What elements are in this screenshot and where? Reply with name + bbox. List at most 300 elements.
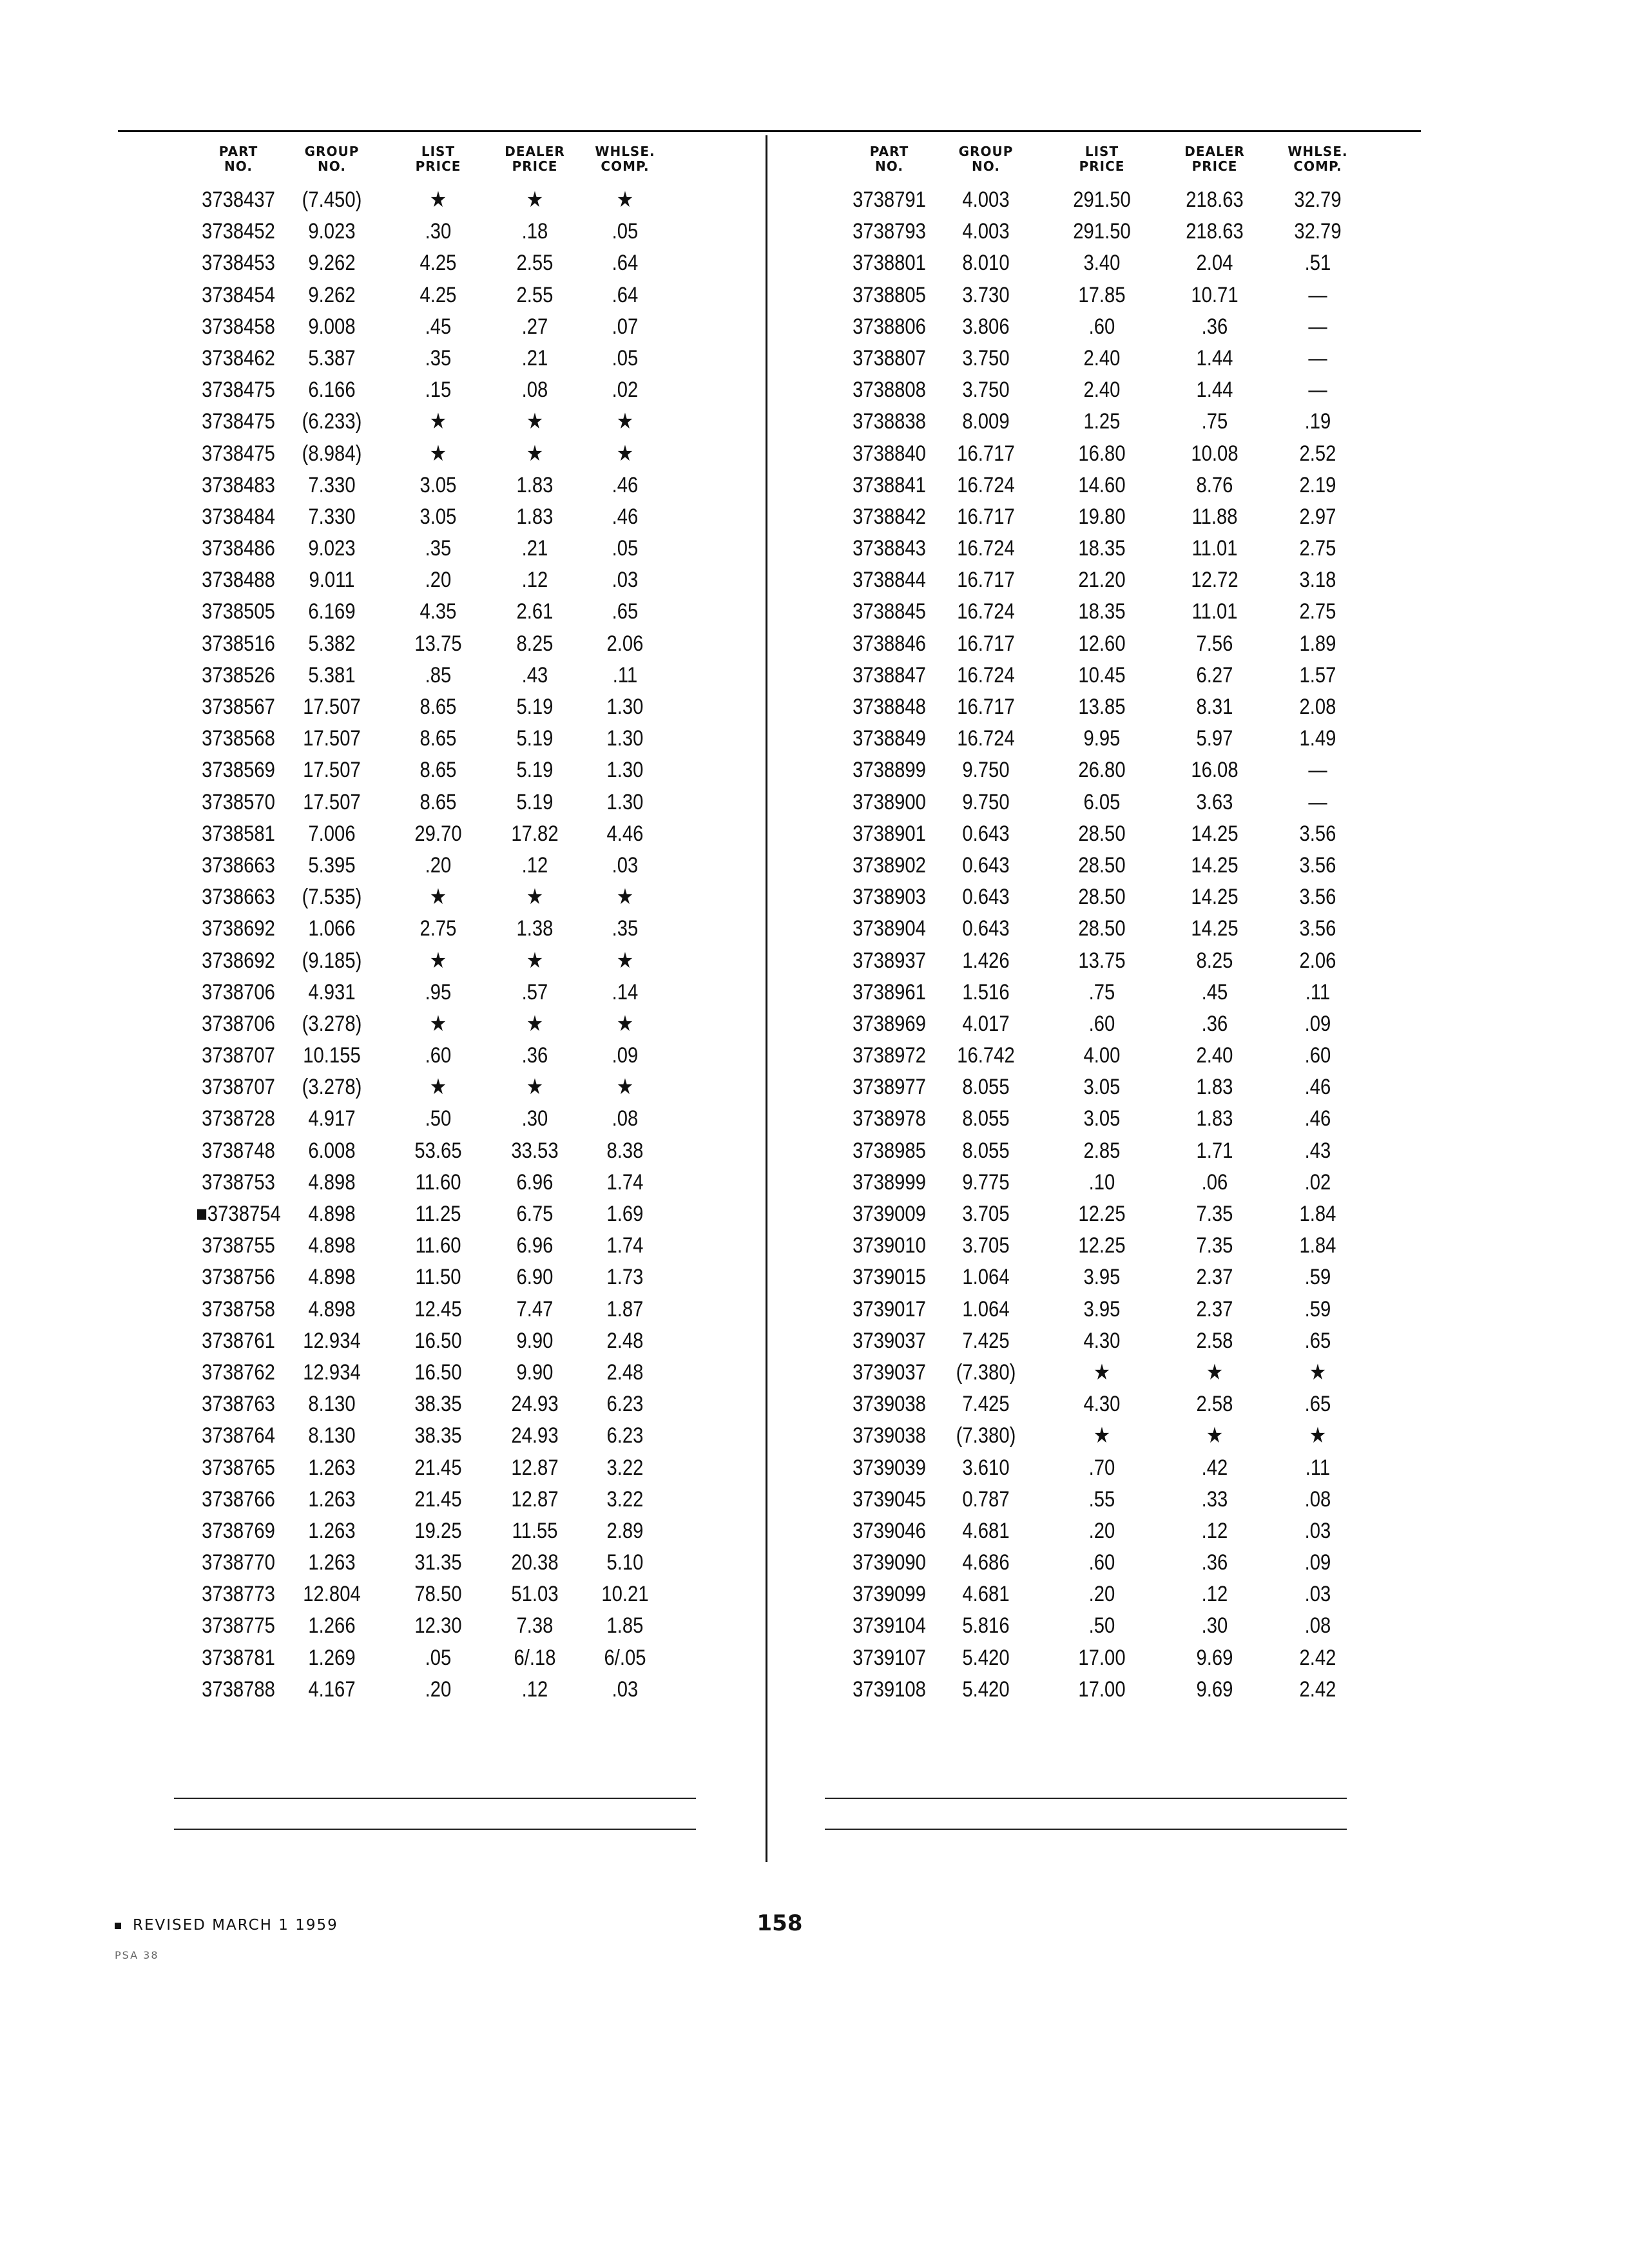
whlse-comp-cell: 1.30 — [606, 726, 644, 751]
whlse-comp-cell: 3.56 — [1299, 916, 1336, 941]
group-no-cell: 16.724 — [957, 662, 1015, 687]
part-no-cell: 3738706 — [202, 979, 275, 1004]
part-no-cell: 3739046 — [853, 1518, 926, 1543]
part-no-cell: 3738842 — [853, 504, 926, 529]
header-whlse-comp: WHLSE. COMP. — [1287, 144, 1348, 174]
list-price-cell: .60 — [1088, 314, 1115, 339]
dealer-price-cell: 6.90 — [516, 1265, 554, 1290]
group-no-cell: 16.717 — [957, 504, 1015, 529]
group-no-cell: 17.507 — [303, 789, 361, 814]
part-no-cell: 3738903 — [853, 885, 926, 910]
dealer-price-cell: 11.88 — [1191, 504, 1238, 529]
list-price-cell: .50 — [1088, 1613, 1115, 1639]
group-no-cell: 9.023 — [308, 536, 356, 561]
table-row — [825, 1040, 1379, 1072]
whlse-comp-cell: .46 — [1304, 1106, 1331, 1131]
whlse-comp-cell: .46 — [612, 504, 639, 529]
dealer-price-cell: 2.61 — [516, 599, 554, 624]
part-no-cell: 3738769 — [202, 1518, 275, 1543]
part-no-cell: 3738791 — [853, 187, 926, 212]
whlse-comp-cell: ★ — [616, 948, 634, 973]
group-no-cell: 16.724 — [957, 726, 1015, 751]
list-price-cell: 38.35 — [414, 1392, 462, 1417]
dealer-price-cell: 1.38 — [516, 916, 554, 941]
table-row — [825, 438, 1379, 470]
table-row — [174, 1325, 709, 1357]
whlse-comp-cell: ★ — [616, 885, 634, 910]
group-no-cell: 7.330 — [308, 504, 356, 529]
table-row — [174, 818, 709, 850]
dealer-price-cell: 6.96 — [516, 1169, 554, 1195]
part-no-cell: 3738486 — [202, 536, 275, 561]
list-price-cell: 14.60 — [1078, 472, 1126, 497]
part-no-cell: 3738462 — [202, 345, 275, 370]
whlse-comp-cell: .64 — [612, 282, 639, 307]
part-no-cell: 3738458 — [202, 314, 275, 339]
right-table-body — [825, 184, 1379, 1706]
group-no-cell: (7.380) — [956, 1360, 1016, 1385]
table-row — [174, 1230, 709, 1262]
part-no-cell: 3738762 — [202, 1360, 275, 1385]
table-row — [174, 1072, 709, 1103]
column-divider — [766, 135, 767, 1862]
list-price-cell: 4.00 — [1083, 1043, 1121, 1068]
whlse-comp-cell: 1.84 — [1299, 1233, 1336, 1258]
dealer-price-cell: 7.47 — [516, 1296, 554, 1321]
group-no-cell: (7.380) — [956, 1423, 1016, 1448]
list-price-cell: .95 — [425, 979, 452, 1004]
part-no-cell: 3738755 — [202, 1233, 275, 1258]
part-no-cell: 3738841 — [853, 472, 926, 497]
part-no-cell: 3738692 — [202, 948, 275, 973]
whlse-comp-cell: 1.30 — [606, 758, 644, 783]
dealer-price-cell: 8.31 — [1196, 695, 1233, 719]
table-row — [825, 1357, 1379, 1389]
list-price-cell: 21.20 — [1078, 568, 1126, 593]
table-row — [174, 1642, 709, 1674]
list-price-cell: 28.50 — [1078, 885, 1126, 910]
group-no-cell: (7.450) — [302, 187, 362, 212]
part-no-cell: 3738999 — [853, 1169, 926, 1195]
table-row — [825, 818, 1379, 850]
list-price-cell: 3.05 — [419, 472, 457, 497]
right-table-header — [825, 144, 1379, 184]
blank-rule-line — [825, 1829, 1347, 1830]
dealer-price-cell: 2.55 — [516, 251, 554, 276]
whlse-comp-cell: — — [1308, 345, 1327, 370]
list-price-cell: 4.25 — [419, 282, 457, 307]
whlse-comp-cell: ★ — [616, 1011, 634, 1036]
part-no-cell: 3738569 — [202, 758, 275, 783]
whlse-comp-cell: .65 — [612, 599, 639, 624]
group-no-cell: 1.064 — [962, 1296, 1010, 1321]
whlse-comp-cell: — — [1308, 789, 1327, 814]
list-price-cell: 13.75 — [414, 631, 462, 656]
table-row — [825, 533, 1379, 564]
table-row — [825, 216, 1379, 247]
list-price-cell: 28.50 — [1078, 821, 1126, 846]
dealer-price-cell: 218.63 — [1186, 219, 1244, 244]
table-row — [825, 1452, 1379, 1484]
list-price-cell: 13.85 — [1078, 695, 1126, 719]
group-no-cell: 4.898 — [308, 1169, 356, 1195]
whlse-comp-cell: 32.79 — [1294, 187, 1342, 212]
list-price-cell: 8.65 — [419, 695, 457, 719]
group-no-cell: (3.278) — [302, 1011, 362, 1036]
group-no-cell: 8.010 — [962, 251, 1010, 276]
group-no-cell: 16.742 — [957, 1043, 1015, 1068]
group-no-cell: 9.775 — [962, 1169, 1010, 1195]
whlse-comp-cell: .35 — [612, 916, 639, 941]
group-no-cell: 4.686 — [962, 1550, 1010, 1575]
dealer-price-cell: ★ — [526, 885, 544, 910]
table-row — [174, 184, 709, 216]
header-list-price: LIST PRICE — [415, 144, 461, 174]
left-table-body — [174, 184, 709, 1706]
table-row — [825, 913, 1379, 945]
part-no-cell: 3738766 — [202, 1486, 275, 1512]
list-price-cell: 2.40 — [1083, 345, 1121, 370]
dealer-price-cell: 2.40 — [1196, 1043, 1233, 1068]
list-price-cell: 12.25 — [1078, 1202, 1126, 1226]
part-no-cell: 3738758 — [202, 1296, 275, 1321]
dealer-price-cell: .57 — [521, 979, 548, 1004]
list-price-cell: .70 — [1088, 1455, 1115, 1480]
part-no-cell: 3738899 — [853, 758, 926, 783]
dealer-price-cell: 1.83 — [1196, 1106, 1233, 1131]
list-price-cell: 26.80 — [1078, 758, 1126, 783]
part-no-cell: 3738707 — [202, 1075, 275, 1100]
list-price-cell: ★ — [1093, 1423, 1111, 1448]
group-no-cell: 12.934 — [303, 1328, 361, 1353]
dealer-price-cell: .33 — [1201, 1486, 1228, 1512]
list-price-cell: 18.35 — [1078, 599, 1126, 624]
whlse-comp-cell: 10.21 — [601, 1582, 649, 1607]
header-part-no: PART NO. — [218, 144, 258, 174]
list-price-cell: 6.05 — [1083, 789, 1121, 814]
table-row — [825, 311, 1379, 343]
group-no-cell: 7.330 — [308, 472, 356, 497]
whlse-comp-cell: 3.18 — [1299, 568, 1336, 593]
part-no-cell: 3738805 — [853, 282, 926, 307]
group-no-cell: 3.730 — [962, 282, 1010, 307]
group-no-cell: (7.535) — [302, 885, 362, 910]
dealer-price-cell: .06 — [1201, 1169, 1228, 1195]
dealer-price-cell: 11.55 — [512, 1518, 558, 1543]
part-no-cell: 3738788 — [202, 1677, 275, 1702]
whlse-comp-cell: .11 — [1305, 979, 1331, 1004]
list-price-cell: 3.05 — [1083, 1106, 1121, 1131]
group-no-cell: 16.724 — [957, 599, 1015, 624]
group-no-cell: 3.750 — [962, 378, 1010, 403]
table-row — [825, 596, 1379, 628]
table-row — [174, 754, 709, 786]
part-no-cell: 3738764 — [202, 1423, 275, 1448]
group-no-cell: 17.507 — [303, 695, 361, 719]
dealer-price-cell: 16.08 — [1191, 758, 1239, 783]
group-no-cell: 4.898 — [308, 1265, 356, 1290]
table-row — [174, 311, 709, 343]
table-row — [825, 1008, 1379, 1040]
table-row — [174, 660, 709, 691]
part-no-cell: 3738770 — [202, 1550, 275, 1575]
dealer-price-cell: 11.01 — [1191, 536, 1238, 561]
dealer-price-cell: 8.25 — [1196, 948, 1233, 973]
part-no-cell: 3738808 — [853, 378, 926, 403]
group-no-cell: (6.233) — [302, 409, 362, 434]
table-row — [174, 1008, 709, 1040]
group-no-cell: 17.507 — [303, 758, 361, 783]
list-price-cell: .20 — [425, 852, 452, 878]
table-row — [174, 977, 709, 1008]
list-price-cell: ★ — [429, 1075, 447, 1100]
table-row — [174, 1452, 709, 1484]
whlse-comp-cell: 1.49 — [1299, 726, 1336, 751]
whlse-comp-cell: 1.74 — [606, 1169, 644, 1195]
dealer-price-cell: .45 — [1201, 979, 1228, 1004]
whlse-comp-cell: 3.22 — [606, 1486, 644, 1512]
table-row — [174, 1547, 709, 1579]
group-no-cell: 12.934 — [303, 1360, 361, 1385]
table-row — [174, 1040, 709, 1072]
group-no-cell: 4.898 — [308, 1202, 356, 1226]
table-row — [825, 184, 1379, 216]
whlse-comp-cell: .09 — [1304, 1011, 1331, 1036]
list-price-cell: 31.35 — [414, 1550, 462, 1575]
part-no-cell: 3738904 — [853, 916, 926, 941]
table-row — [174, 247, 709, 279]
table-row — [174, 691, 709, 723]
dealer-price-cell: 51.03 — [511, 1582, 559, 1607]
group-no-cell: 1.263 — [308, 1486, 356, 1512]
list-price-cell: 291.50 — [1073, 219, 1131, 244]
table-row — [825, 1198, 1379, 1230]
table-row — [825, 881, 1379, 913]
whlse-comp-cell: .19 — [1304, 409, 1331, 434]
part-no-cell: 3738900 — [853, 789, 926, 814]
whlse-comp-cell: .43 — [1304, 1138, 1331, 1163]
whlse-comp-cell: ★ — [1309, 1423, 1327, 1448]
whlse-comp-cell: 5.10 — [606, 1550, 644, 1575]
whlse-comp-cell: 1.73 — [606, 1265, 644, 1290]
list-price-cell: 21.45 — [414, 1455, 462, 1480]
group-no-cell: 16.724 — [957, 472, 1015, 497]
whlse-comp-cell: 8.38 — [606, 1138, 644, 1163]
part-no-cell: 3738793 — [853, 219, 926, 244]
dealer-price-cell: 6/.18 — [514, 1645, 556, 1670]
list-price-cell: 38.35 — [414, 1423, 462, 1448]
list-price-cell: 4.25 — [419, 251, 457, 276]
dealer-price-cell: 20.38 — [511, 1550, 559, 1575]
print-code: PSA 38 — [115, 1949, 159, 1961]
group-no-cell: 1.426 — [962, 948, 1010, 973]
list-price-cell: .30 — [425, 219, 452, 244]
group-no-cell: 3.705 — [962, 1233, 1010, 1258]
part-no-cell: 3738753 — [202, 1169, 275, 1195]
revision-note — [115, 1917, 338, 1934]
blank-rule-line — [174, 1798, 696, 1799]
whlse-comp-cell: .05 — [612, 345, 639, 370]
part-no-cell: 3738488 — [202, 568, 275, 593]
table-row — [825, 343, 1379, 374]
whlse-comp-cell: 1.74 — [606, 1233, 644, 1258]
group-no-cell: 8.130 — [308, 1392, 356, 1417]
dealer-price-cell: 7.35 — [1196, 1233, 1233, 1258]
table-row — [174, 374, 709, 406]
group-no-cell: 5.420 — [962, 1645, 1010, 1670]
whlse-comp-cell: 3.22 — [606, 1455, 644, 1480]
whlse-comp-cell: 4.46 — [606, 821, 644, 846]
group-no-cell: 17.507 — [303, 726, 361, 751]
table-row — [825, 977, 1379, 1008]
whlse-comp-cell: .59 — [1304, 1265, 1331, 1290]
dealer-price-cell: .27 — [521, 314, 548, 339]
dealer-price-cell: 5.19 — [516, 758, 554, 783]
dealer-price-cell: 7.38 — [516, 1613, 554, 1639]
dealer-price-cell: 9.69 — [1196, 1645, 1233, 1670]
dealer-price-cell: .12 — [1201, 1518, 1228, 1543]
list-price-cell: 29.70 — [414, 821, 462, 846]
part-no-cell: 3739107 — [853, 1645, 926, 1670]
dealer-price-cell: .18 — [521, 219, 548, 244]
table-row — [825, 1642, 1379, 1674]
table-row — [174, 343, 709, 374]
list-price-cell: 291.50 — [1073, 187, 1131, 212]
part-no-cell: 3738475 — [202, 409, 275, 434]
header-group-no: GROUP NO. — [304, 144, 360, 174]
whlse-comp-cell: 2.42 — [1299, 1645, 1336, 1670]
group-no-cell: 5.420 — [962, 1677, 1010, 1702]
group-no-cell: 10.155 — [303, 1043, 361, 1068]
part-no-cell: 3738663 — [202, 885, 275, 910]
whlse-comp-cell: 6/.05 — [604, 1645, 646, 1670]
header-group-no: GROUP NO. — [958, 144, 1014, 174]
group-no-cell: 4.898 — [308, 1233, 356, 1258]
dealer-price-cell: 5.19 — [516, 726, 554, 751]
whlse-comp-cell: 2.08 — [1299, 695, 1336, 719]
dealer-price-cell: 9.69 — [1196, 1677, 1233, 1702]
table-row — [174, 945, 709, 977]
table-row — [174, 1357, 709, 1389]
dealer-price-cell: 1.44 — [1196, 378, 1233, 403]
table-row — [174, 501, 709, 533]
group-no-cell: 4.167 — [308, 1677, 356, 1702]
part-no-cell: 3738568 — [202, 726, 275, 751]
group-no-cell: 7.425 — [962, 1328, 1010, 1353]
whlse-comp-cell: ★ — [616, 1075, 634, 1100]
part-no-cell: 3739015 — [853, 1265, 926, 1290]
whlse-comp-cell: 2.06 — [1299, 948, 1336, 973]
dealer-price-cell: 2.55 — [516, 282, 554, 307]
table-row — [825, 660, 1379, 691]
part-no-cell: 3738972 — [853, 1043, 926, 1068]
part-no-cell: 3738961 — [853, 979, 926, 1004]
dealer-price-cell: 2.58 — [1196, 1328, 1233, 1353]
whlse-comp-cell: .08 — [612, 1106, 639, 1131]
table-row — [825, 1610, 1379, 1642]
group-no-cell: 4.898 — [308, 1296, 356, 1321]
table-row — [174, 1420, 709, 1452]
dealer-price-cell: .21 — [521, 345, 548, 370]
group-no-cell: 16.717 — [957, 631, 1015, 656]
part-no-cell: 3738728 — [202, 1106, 275, 1131]
group-no-cell: (9.185) — [302, 948, 362, 973]
list-price-cell: ★ — [429, 885, 447, 910]
part-no-cell: 3738775 — [202, 1613, 275, 1639]
group-no-cell: 0.787 — [962, 1486, 1010, 1512]
dealer-price-cell: ★ — [526, 187, 544, 212]
list-price-cell: ★ — [429, 409, 447, 434]
table-row — [174, 1389, 709, 1420]
dealer-price-cell: 5.19 — [516, 695, 554, 719]
part-no-cell: 3738843 — [853, 536, 926, 561]
list-price-cell: .05 — [425, 1645, 452, 1670]
group-no-cell: 4.917 — [308, 1106, 356, 1131]
group-no-cell: 12.804 — [303, 1582, 361, 1607]
group-no-cell: 7.006 — [308, 821, 356, 846]
whlse-comp-cell: 1.85 — [606, 1613, 644, 1639]
dealer-price-cell: 6.27 — [1196, 662, 1233, 687]
part-no-cell: 3738848 — [853, 695, 926, 719]
dealer-price-cell: ★ — [526, 441, 544, 466]
part-no-cell: 3738985 — [853, 1138, 926, 1163]
whlse-comp-cell: — — [1308, 758, 1327, 783]
table-row — [825, 1294, 1379, 1325]
whlse-comp-cell: .11 — [1305, 1455, 1331, 1480]
dealer-price-cell: 12.87 — [511, 1486, 559, 1512]
group-no-cell: 1.263 — [308, 1518, 356, 1543]
table-row — [825, 691, 1379, 723]
part-no-cell: 3738453 — [202, 251, 275, 276]
group-no-cell: 4.681 — [962, 1582, 1010, 1607]
table-row — [825, 406, 1379, 437]
dealer-price-cell: 12.87 — [511, 1455, 559, 1480]
table-row — [825, 1515, 1379, 1547]
list-price-cell: 3.40 — [1083, 251, 1121, 276]
dealer-price-cell: 6.96 — [516, 1233, 554, 1258]
group-no-cell: 5.395 — [308, 852, 356, 878]
whlse-comp-cell: .65 — [1304, 1328, 1331, 1353]
header-dealer-price: DEALER PRICE — [505, 144, 565, 174]
left-price-table — [174, 144, 709, 1706]
group-no-cell: 4.003 — [962, 219, 1010, 244]
part-no-cell: 3739037 — [853, 1328, 926, 1353]
list-price-cell: 4.30 — [1083, 1392, 1121, 1417]
list-price-cell: 8.65 — [419, 726, 457, 751]
group-no-cell: 0.643 — [962, 885, 1010, 910]
list-price-cell: .45 — [425, 314, 452, 339]
dealer-price-cell: 9.90 — [516, 1328, 554, 1353]
group-no-cell: 5.382 — [308, 631, 356, 656]
table-row — [825, 1167, 1379, 1198]
table-row — [174, 1294, 709, 1325]
group-no-cell: 1.263 — [308, 1550, 356, 1575]
dealer-price-cell: 5.97 — [1196, 726, 1233, 751]
dealer-price-cell: 5.19 — [516, 789, 554, 814]
part-no-cell: 3739010 — [853, 1233, 926, 1258]
table-row — [825, 1230, 1379, 1262]
whlse-comp-cell: 2.97 — [1299, 504, 1336, 529]
list-price-cell: 17.00 — [1078, 1677, 1126, 1702]
group-no-cell: 1.269 — [308, 1645, 356, 1670]
dealer-price-cell: ★ — [526, 948, 544, 973]
list-price-cell: 12.25 — [1078, 1233, 1126, 1258]
dealer-price-cell: .21 — [521, 536, 548, 561]
part-no-cell: 3738838 — [853, 409, 926, 434]
part-no-cell: 3738937 — [853, 948, 926, 973]
part-no-cell: 3738849 — [853, 726, 926, 751]
revision-text: REVISED MARCH 1 1959 — [133, 1917, 338, 1934]
